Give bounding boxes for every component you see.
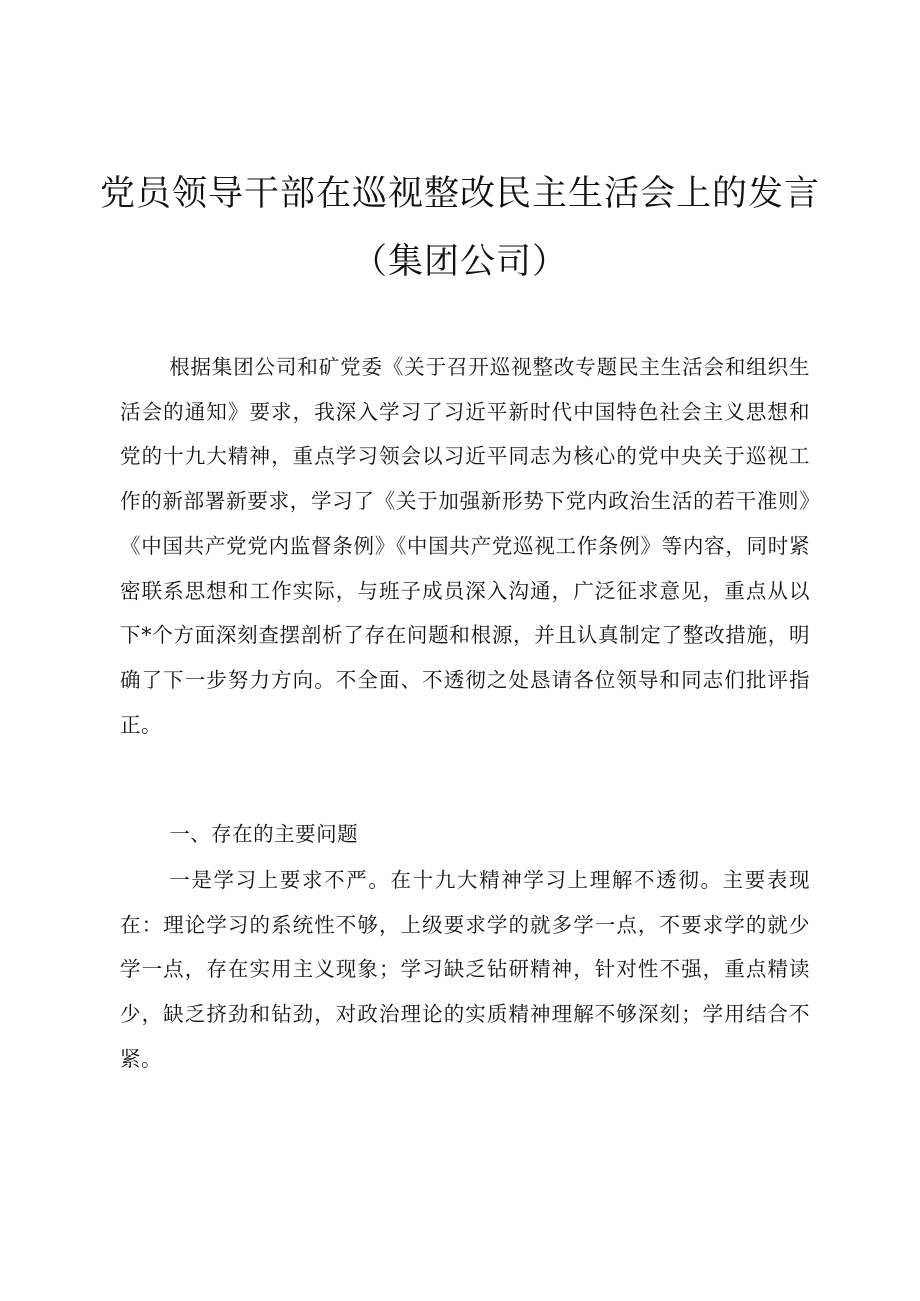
- body-paragraph: 一是学习上要求不严。在十九大精神学习上理解不透彻。主要表现在：理论学习的系统性不够，上级要求学的就多学一点，不要求学的就少学一点，存在实用主义现象；学习缺乏钻研精神，针对性不强，重点精读少，缺乏挤劲和钻劲，对政治理论的实质精神理解不够深刻；学用结合不紧。: [120, 868, 810, 1071]
- section-heading: 一、存在的主要问题: [169, 822, 359, 846]
- document-subtitle: （集团公司）: [351, 242, 568, 282]
- document-title: 党员领导干部在巡视整改民主生活会上的发言: [100, 174, 821, 214]
- intro-paragraph: 根据集团公司和矿党委《关于召开巡视整改专题民主生活会和组织生活会的通知》要求，我深入学习了习近平新时代中国特色社会主义思想和党的十九大精神，重点学习领会以习近平同志为核心的党中央关于巡视工作的新部署新要求，学习了《关于加强新形势下党内政治生活的若干准则》《中国共产党党内监督条例》《中国共产党巡视工作条例》等内容，同时紧密联系思想和工作实际，与班子成员深入沟通，广泛征求意见，重点从以下*个方面深刻查摆剖析了存在问题和根源，并且认真制定了整改措施，明确了下一步努力方向。不全面、不透彻之处恳请各位领导和同志们批评指正。: [120, 355, 810, 737]
